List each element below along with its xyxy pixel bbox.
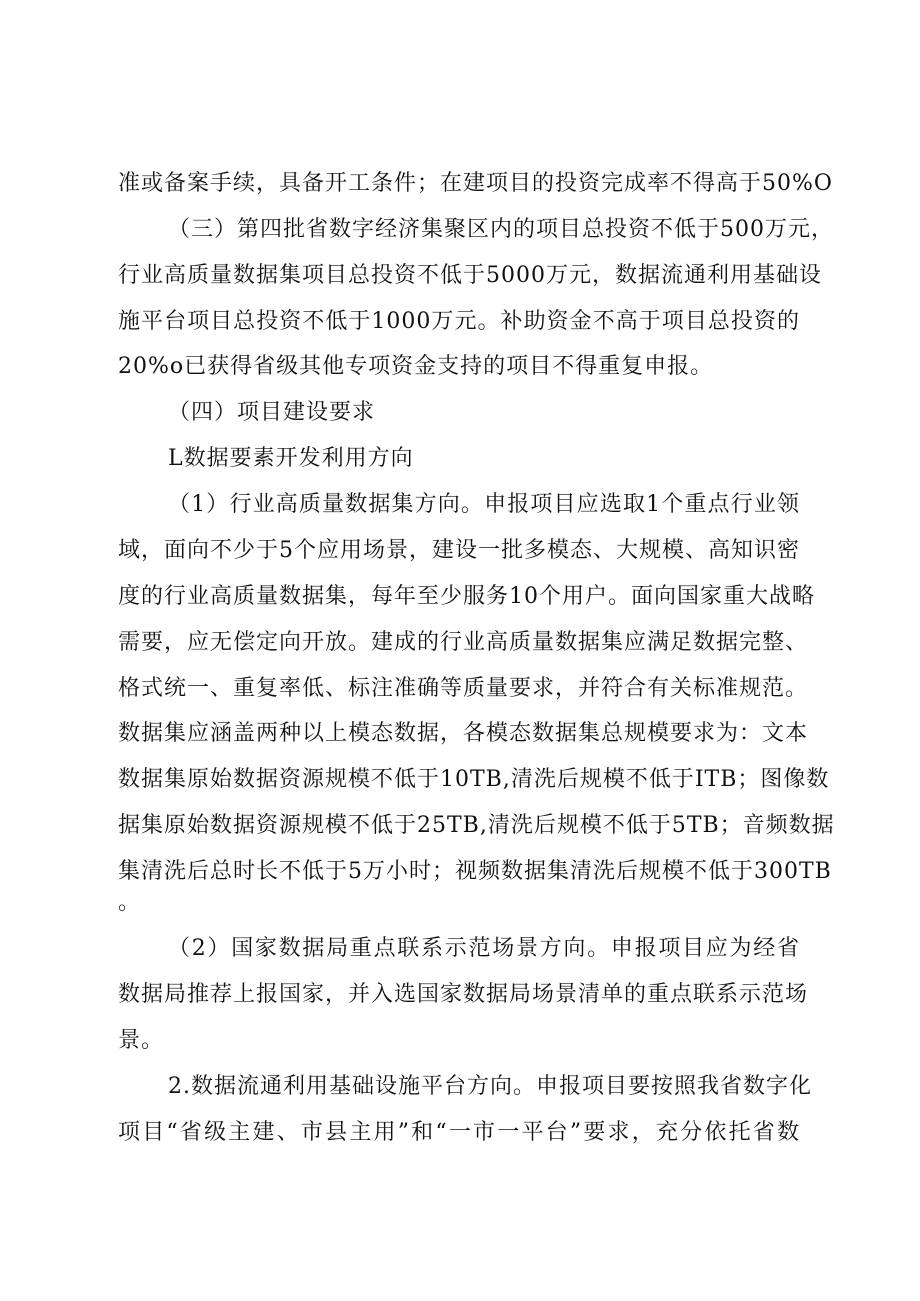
text-line-5: 20%o已获得省级其他专项资金支持的项目不得重复申报。 [118,354,714,379]
text-line-20: 景。 [118,1028,165,1053]
text-line-10: 度的行业高质量数据集，每年至少服务10个用户。面向国家重大战略 [118,584,815,609]
text-line-15: 据集原始数据资源规模不低于25TB,清洗后规模不低于5TB；音频数据 [118,813,835,838]
text-line-8: （1）行业高质量数据集方向。申报项目应选取1个重点行业领 [168,492,800,517]
text-line-22: 项目“省级主建、市县主用”和“一市一平台”要求，充分依托省数 [118,1120,800,1145]
text-line-2: （三）第四批省数字经济集聚区内的项目总投资不低于500万元， [168,217,834,242]
text-line-1: 准或备案手续，具备开工条件；在建项目的投资完成率不得高于50%O [118,171,833,196]
section-heading-4: （四）项目建设要求 [168,400,376,425]
text-line-18: （2）国家数据局重点联系示范场景方向。申报项目应为经省 [168,936,800,961]
text-line-14: 数据集原始数据资源规模不低于10TB,清洗后规模不低于ITB；图像数 [118,767,830,792]
text-line-3: 行业高质量数据集项目总投资不低于5000万元，数据流通利用基础设 [118,263,822,288]
text-line-17: 。 [118,890,142,915]
subsection-heading-1: L数据要素开发利用方向 [168,446,414,471]
text-line-13: 数据集应涵盖两种以上模态数据，各模态数据集总规模要求为：文本 [118,721,809,746]
text-line-12: 格式统一、重复率低、标注准确等质量要求，并符合有关标准规范。 [118,676,809,701]
text-line-19: 数据局推荐上报国家，并入选国家数据局场景清单的重点联系示范场 [118,982,809,1007]
text-line-11: 需要，应无偿定向开放。建成的行业高质量数据集应满足数据完整、 [118,630,809,655]
text-line-21: 2.数据流通利用基础设施平台方向。申报项目要按照我省数字化 [168,1074,812,1099]
text-line-16: 集清洗后总时长不低于5万小时；视频数据集清洗后规模不低于300TB [118,859,832,884]
text-line-4: 施平台项目总投资不低于1000万元。补助资金不高于项目总投资的 [118,309,800,334]
text-line-9: 域，面向不少于5个应用场景，建设一批多模态、大规模、高知识密 [118,538,800,563]
